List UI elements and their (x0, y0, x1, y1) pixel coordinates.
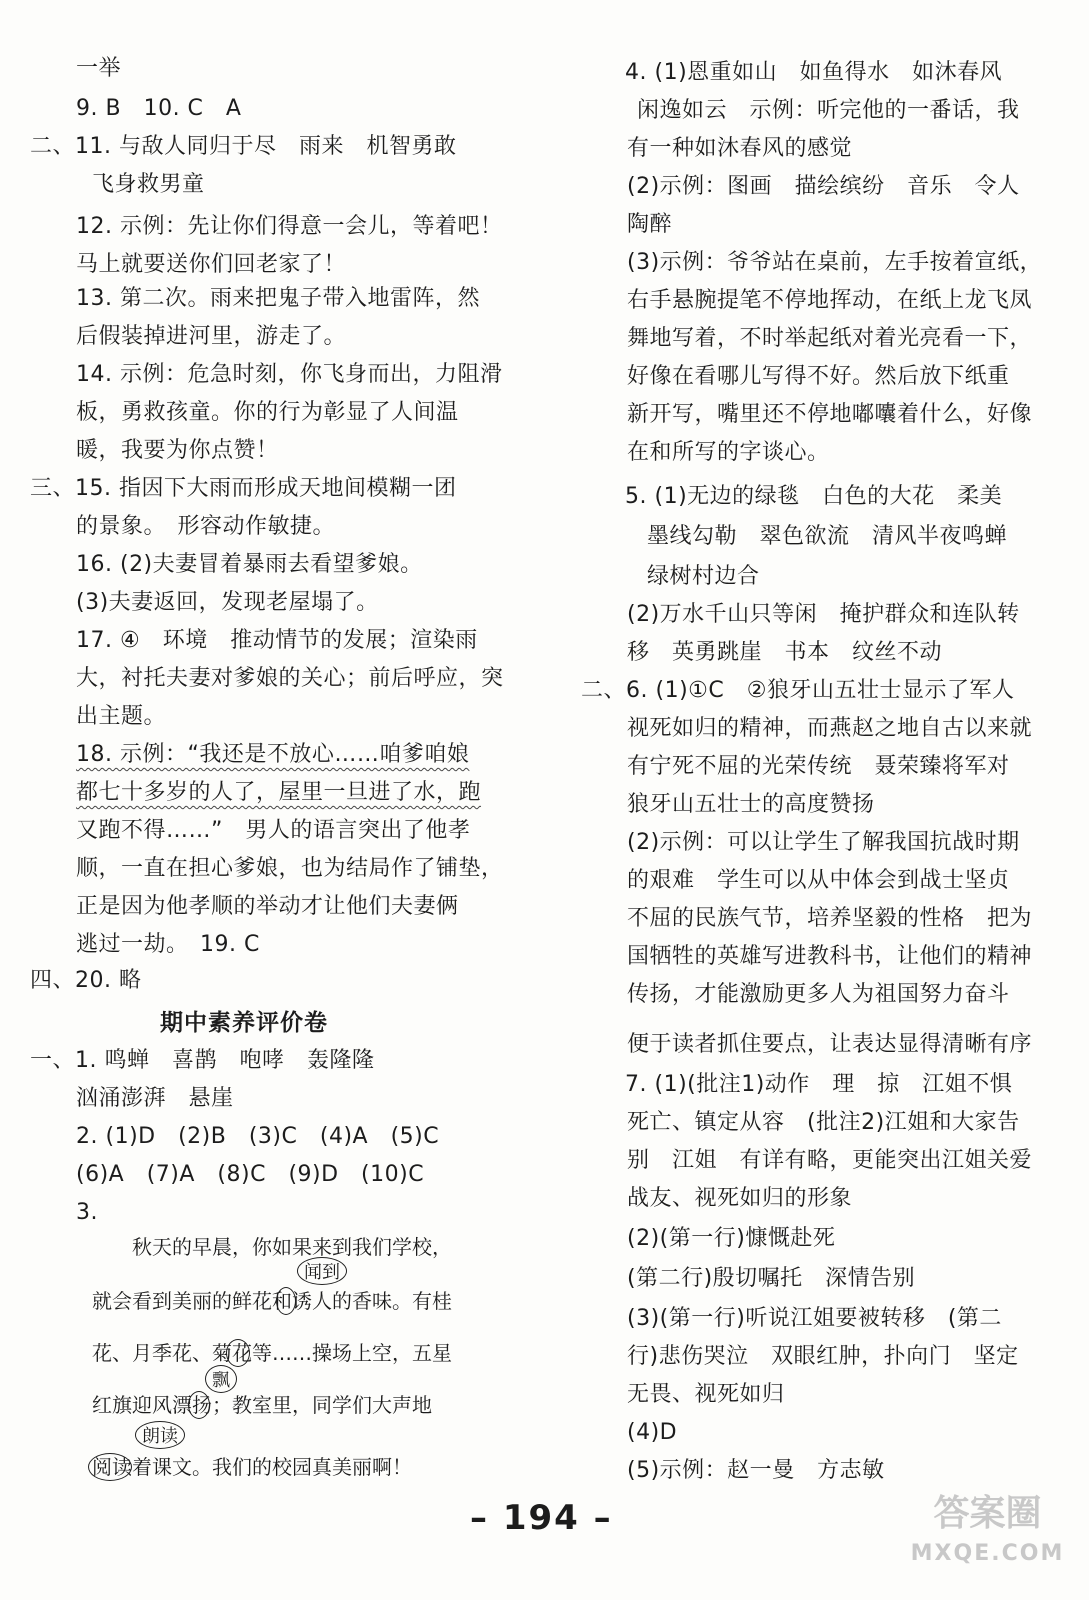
text-line: 5. (1)无边的绿毯 白色的大花 柔美 (625, 484, 1003, 509)
text-line: 飞身救男童 (92, 172, 205, 197)
text-line: 移 英勇跳崖 书本 纹丝不动 (627, 640, 943, 665)
text-line: 有一种如沐春风的感觉 (627, 136, 853, 161)
text-line: 国牺牲的英雄写进教科书，让他们的精神 (627, 944, 1033, 969)
text-line: 别 江姐 有详有略，更能突出江姐关爱 (627, 1148, 1033, 1173)
text-line: 陶醉 (627, 212, 673, 237)
text-line: (4)D (627, 1420, 678, 1445)
text-line: 闲逸如云 示例：听完他的一番话，我 (637, 98, 1020, 123)
page-number: – 194 – (470, 1498, 613, 1538)
text-line: 马上就要送你们回老家了！ (76, 252, 347, 277)
correction-passage (0, 1225, 545, 1495)
text-line: 狼牙山五壮士的高度赞扬 (627, 792, 875, 817)
text-line: (3)示例：爷爷站在桌前，左手按着宣纸， (627, 250, 1043, 275)
passage-line: 就会看到美丽的鲜花和诱人的香味。有桂 (92, 1289, 452, 1313)
circle-mark (88, 1453, 132, 1481)
text-line: 暖，我要为你点赞！ (76, 438, 279, 463)
text-line: 墨线勾勒 翠色欲流 清风半夜鸣蝉 (647, 524, 1008, 549)
text-line: 汹涌澎湃 悬崖 (76, 1086, 234, 1111)
correction-mark: 飘 (205, 1365, 237, 1393)
text-line: 死亡、镇定从容 (批注2)江姐和大家告 (627, 1110, 1020, 1135)
text-line: 3. (76, 1200, 98, 1225)
text-line: 无畏、视死如归 (627, 1382, 785, 1407)
text-line: 12. 示例：先让你们得意一会儿，等着吧！ (76, 214, 503, 239)
text-line: 视死如归的精神，而燕赵之地自古以来就 (627, 716, 1033, 741)
text-line: 14. 示例：危急时刻，你飞身而出，力阻滑 (76, 362, 503, 387)
correction-mark: 朗读 (135, 1421, 185, 1449)
passage-line: 秋天的早晨，你如果来到我们学校， (132, 1235, 452, 1259)
text-line: 二、11. 与敌人同归于尽 雨来 机智勇敢 (30, 134, 457, 159)
text-line: 13. 第二次。雨来把鬼子带入地雷阵，然 (76, 286, 480, 311)
text-line: 又跑不得……” 男人的语言突出了他孝 (76, 818, 471, 843)
text-line: (3)(第一行)听说江姐要被转移 (第二 (627, 1306, 1002, 1331)
text-line: 绿树村边合 (647, 564, 760, 589)
text-line: (2)(第一行)慷慨赴死 (627, 1226, 836, 1251)
watermark-text: 答案圈 (933, 1493, 1042, 1534)
text-line: 正是因为他孝顺的举动才让他们夫妻俩 (76, 894, 459, 919)
text-line: 的景象。 形容动作敏捷。 (76, 514, 336, 539)
passage-line: 阅读着课文。我们的校园真美丽啊！ (92, 1455, 412, 1479)
text-line: (2)示例：图画 描绘缤纷 音乐 令人 (627, 174, 1020, 199)
text-line: 有宁死不屈的光荣传统 聂荣臻将军对 (627, 754, 1010, 779)
text-line: 一举 (76, 56, 122, 81)
passage-line: 花、月季花、菊花等……操场上空，五星 (92, 1341, 452, 1365)
text-line: 9. B 10. C A (76, 96, 242, 121)
text-line: 板，勇救孩童。你的行为彰显了人间温 (76, 400, 459, 425)
text-line: 二、6. (1)①C ②狼牙山五壮士显示了军人 (581, 678, 1015, 703)
passage-line: 红旗迎风漂扬；教室里，同学们大声地 (92, 1393, 432, 1417)
quote-line: 都七十多岁的人了，屋里一旦进了水，跑 (76, 780, 482, 805)
text-line: 2. (1)D (2)B (3)C (4)A (5)C (76, 1124, 440, 1149)
circle-mark (226, 1339, 250, 1367)
circle-mark (276, 1287, 296, 1315)
text-line: 4. (1)恩重如山 如鱼得水 如沐春风 (625, 60, 1003, 85)
text-line: (第二行)殷切嘱托 深情告别 (627, 1266, 916, 1291)
correction-mark: 闻到 (297, 1257, 347, 1285)
text-line: 便于读者抓住要点，让表达显得清晰有序 (627, 1032, 1033, 1057)
text-line: 的艰难 学生可以从中体会到战士坚贞 (627, 868, 1010, 893)
text-line: (6)A (7)A (8)C (9)D (10)C (76, 1162, 425, 1187)
text-line: 不屈的民族气节，培养坚毅的性格 把为 (627, 906, 1033, 931)
text-line: 舞地写着，不时举起纸对着光亮看一下， (627, 326, 1033, 351)
circle-mark (188, 1391, 210, 1419)
section-title: 期中素养评价卷 (160, 1010, 328, 1036)
text-line: 战友、视死如归的形象 (627, 1186, 853, 1211)
text-line: (5)示例：赵一曼 方志敏 (627, 1458, 885, 1483)
watermark-logo (890, 1490, 1085, 1598)
text-line: 四、20. 略 (30, 968, 142, 993)
text-line: 三、15. 指因下大雨而形成天地间模糊一团 (30, 476, 457, 501)
text-line: 逃过一劫。 19. C (76, 932, 260, 957)
text-line: 后假装掉进河里，游走了。 (76, 324, 347, 349)
text-line: 好像在看哪儿写得不好。然后放下纸重 (627, 364, 1010, 389)
text-line: (3)夫妻返回，发现老屋塌了。 (76, 590, 379, 615)
text-line: 顺，一直在担心爹娘，也为结局作了铺垫， (76, 856, 504, 881)
text-line: 16. (2)夫妻冒着暴雨去看望爹娘。 (76, 552, 423, 577)
text-line: (2)万水千山只等闲 掩护群众和连队转 (627, 602, 1020, 627)
text-line: 7. (1)(批注1)动作 理 掠 江姐不惧 (625, 1072, 1013, 1097)
text-line: 行)悲伤哭泣 双眼红肿，扑向门 坚定 (627, 1344, 1019, 1369)
text-line: 一、1. 鸣蝉 喜鹊 咆哮 轰隆隆 (30, 1048, 375, 1073)
text-line: 17. ④ 环境 推动情节的发展；渲染雨 (76, 628, 478, 653)
text-line: (2)示例：可以让学生了解我国抗战时期 (627, 830, 1020, 855)
text-line: 出主题。 (76, 704, 167, 729)
text-line: 新开写，嘴里还不停地嘟囔着什么，好像 (627, 402, 1033, 427)
quote-line: 18. 示例：“我还是不放心……咱爹咱娘 (76, 742, 470, 767)
text-line: 大，衬托夫妻对爹娘的关心；前后呼应，突 (76, 666, 504, 691)
text-line: 右手悬腕提笔不停地挥动，在纸上龙飞凤 (627, 288, 1033, 313)
watermark-url: MXQE.COM (910, 1541, 1065, 1566)
text-line: 传扬，才能激励更多人为祖国努力奋斗 (627, 982, 1010, 1007)
text-line: 在和所写的字谈心。 (627, 440, 830, 465)
